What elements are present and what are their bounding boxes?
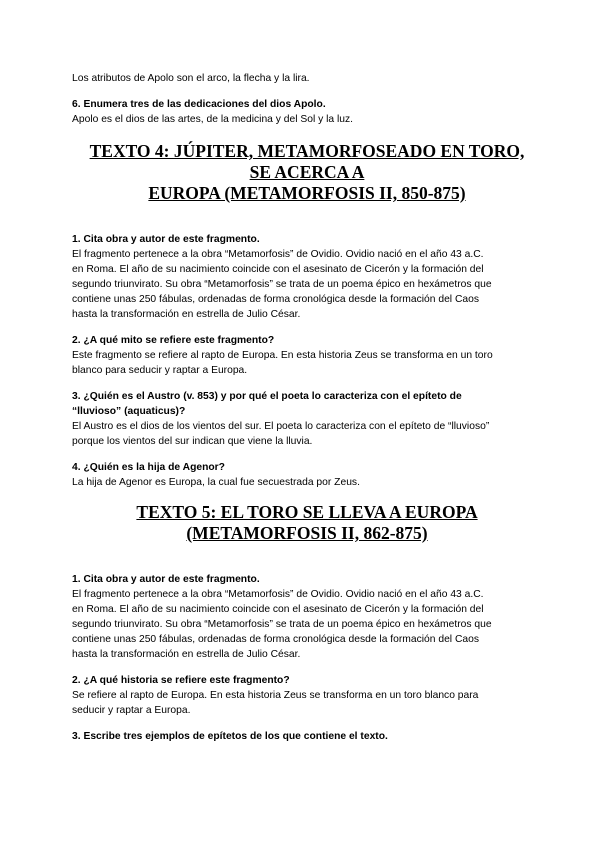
texto5-questions (72, 572, 542, 744)
texto4-title-line: TEXTO 4: JÚPITER, METAMORFOSEADO EN TORO, (89, 141, 525, 161)
texto4-title-line: EUROPA (METAMORFOSIS II, 850-875) (148, 183, 466, 203)
question-6: 6. Enumera tres de las dedicaciones del dios Apolo. (72, 99, 326, 110)
question-line: 4. ¿Quién es la hija de Agenor? (72, 462, 225, 473)
answer-line: contiene unas 250 fábulas, ordenadas de forma cronológica desde la formación del Caos (72, 294, 479, 305)
answer-line: El fragmento pertenece a la obra “Metamorfosis” de Ovidio. Ovidio nació en el año 43 a.C. (72, 249, 484, 260)
answer-line: seducir y raptar a Europa. (72, 705, 191, 716)
answer-line: en Roma. El año de su nacimiento coincide con el asesinato de Cicerón y la formación del (72, 604, 484, 615)
answer-line: porque los vientos del sur indican que viene la lluvia. (72, 436, 313, 447)
texto4-title (72, 141, 542, 204)
answer-line: segundo triunvirato. Su obra “Metamorfosis” se trata de un poema épico en hexámetros que (72, 619, 492, 630)
question-line: 2. ¿A qué historia se refiere este fragmento? (72, 675, 290, 686)
answer-line: hasta la transformación en estrella de Julio César. (72, 309, 301, 320)
intro-line: Los atributos de Apolo son el arco, la flecha y la lira. (72, 73, 310, 84)
answer-line: contiene unas 250 fábulas, ordenadas de forma cronológica desde la formación del Caos (72, 634, 479, 645)
texto4-questions (72, 232, 542, 490)
question-line: 3. ¿Quién es el Austro (v. 853) y por qué el poeta lo caracteriza con el epíteto de (72, 391, 462, 402)
question-line: 1. Cita obra y autor de este fragmento. (72, 234, 260, 245)
answer-line: La hija de Agenor es Europa, la cual fue secuestrada por Zeus. (72, 477, 360, 488)
texto5-title (72, 502, 542, 544)
answer-line: El fragmento pertenece a la obra “Metamorfosis” de Ovidio. Ovidio nació en el año 43 a.C. (72, 589, 484, 600)
answer-line: blanco para seducir y raptar a Europa. (72, 365, 248, 376)
answer-line: Se refiere al rapto de Europa. En esta historia Zeus se transforma en un toro blanco para (72, 690, 479, 701)
answer-line: hasta la transformación en estrella de Julio César. (72, 649, 301, 660)
question-line: 3. Escribe tres ejemplos de epítetos de los que contiene el texto. (72, 731, 388, 742)
answer-line: en Roma. El año de su nacimiento coincide con el asesinato de Cicerón y la formación del (72, 264, 484, 275)
answer-line: El Austro es el dios de los vientos del sur. El poeta lo caracteriza con el epíteto de “lluvioso” (72, 421, 490, 432)
question-line: 1. Cita obra y autor de este fragmento. (72, 574, 260, 585)
question-line: “lluvioso” (aquaticus)? (72, 406, 186, 417)
texto5-title-line: (METAMORFOSIS II, 862-875) (186, 523, 428, 543)
answer-line: Este fragmento se refiere al rapto de Europa. En esta historia Zeus se transforma en un toro (72, 350, 493, 361)
answer-line: segundo triunvirato. Su obra “Metamorfosis” se trata de un poema épico en hexámetros que (72, 279, 492, 290)
texto5-title-line: TEXTO 5: EL TORO SE LLEVA A EUROPA (136, 502, 478, 522)
document-content (72, 71, 542, 744)
question-line: 2. ¿A qué mito se refiere este fragmento? (72, 335, 275, 346)
texto4-title-line: SE ACERCA A (249, 162, 365, 182)
answer-6: Apolo es el dios de las artes, de la medicina y del Sol y la luz. (72, 114, 354, 125)
